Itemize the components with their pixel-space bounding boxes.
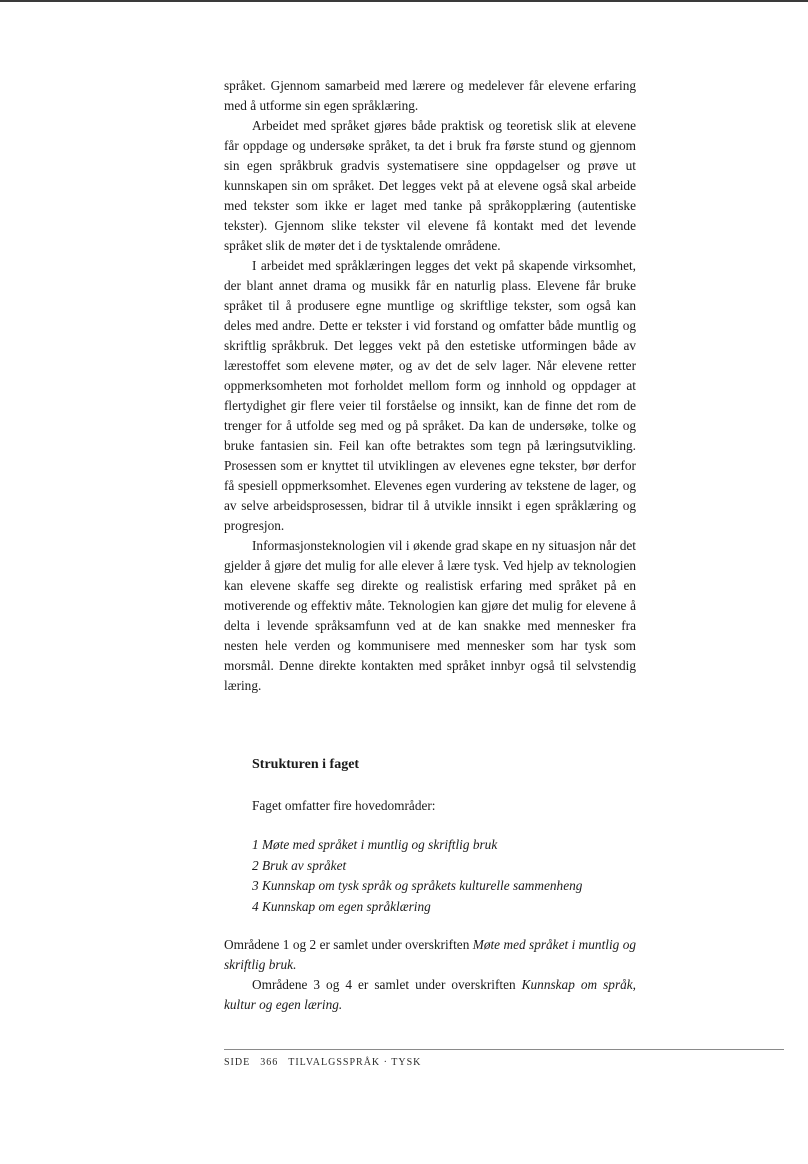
top-edge-line [0,0,808,2]
list-item: 3 Kunnskap om tysk språk og språkets kulturelle sammenheng [252,878,583,893]
body-text [224,76,636,696]
closing-paragraph [224,975,636,1015]
closing-text [224,935,636,1015]
closing-title: Kunnskap om språk, kultur og egen læring. [224,977,636,1012]
closing-paragraph [224,935,636,975]
section-intro: Faget omfatter fire hovedområder: [252,798,436,813]
main-areas-list [252,835,652,917]
closing-title: Møte med språket i muntlig og skriftlig bruk. [224,937,636,972]
list-item: 2 Bruk av språket [252,857,347,873]
paragraph-information-technology: Informasjonsteknologien vil i økende grad skape en ny situasjon når det gjelder å gjøre det mulig for alle elever å lære tysk. Ved hjelp av teknologien kan elevene skaffe seg direkte og realistisk erfaring med språket på en motiverende og effektiv måte. Teknologien kan gjøre det mulig for elevene å delta i levende språksamfunn ved at de kan snakke med mennesker fra nesten hele verden og kommunisere med mennesker som har tysk som morsmål. Denne direkte kontakten med språket innbyr også til selvstendig læring. [224,538,636,693]
footer-divider [224,1049,784,1050]
footer-side-label: SIDE [224,1057,251,1068]
list-item: 4 Kunnskap om egen språklæring [252,898,431,914]
paragraph-creative-work: I arbeidet med språklæringen legges det vekt på skapende virksomhet, der blant annet drama og musikk får en naturlig plass. Elevene får bruke språket til å produsere egne muntlige og skriftlige tekster, som også kan deles med andre. Dette er tekster i vid forstand og omfatter både muntlig og skriftlig språkbruk. Det legges vekt på den estetiske utformingen både av lærestoffet som elevene møter, og av det de selv lager. Når elevene retter oppmerksomheten mot forholdet mellom form og innhold og oppdager at flertydighet gir flere veier til forståelse og innsikt, kan de finne det rom de trenger for å utfolde seg med og på språket. Da kan de undersøke, tolke og bruke fantasien sin. Feil kan ofte betraktes som tegn på læringsutvikling. Prosessen som er knyttet til utviklingen av elevenes egne tekster, bør derfor få spesiell oppmerksomhet. Elevenes egen vurdering av tekstene de lager, og av selve arbeidsprosessen, bidrar til å utvikle innsikt i egen språklæring og progresjon. [224,258,636,533]
page-footer [224,1056,421,1070]
paragraph-continuation: språket. Gjennom samarbeid med lærere og medelever får elevene erfaring med å utforme sin egen språklæring. [224,78,636,113]
list-item: 1 Møte med språket i muntlig og skriftlig bruk [252,837,498,852]
footer-subject: TILVALGSSPRÅK · TYSK [288,1057,422,1068]
paragraph-practical-work: Arbeidet med språket gjøres både praktisk og teoretisk slik at elevene får oppdage og undersøke språket, ta det i bruk fra første stund og gjennom sin egen språkbruk gradvis systematisere sine oppdagelser og prøve ut kunnskapen sin om språket. Det legges vekt på at elevene også skal arbeide med tekster som ikke er laget med tanke på språkopplæring (autentiske tekster). Gjennom slike tekster vil elevene få kontakt med det levende språket slik de møter det i de tysktalende områdene. [224,118,636,253]
closing-lead: Områdene 1 og 2 er samlet under overskriften [224,937,473,952]
section-heading: Strukturen i faget [252,757,360,772]
footer-page-number: 366 [260,1057,279,1068]
closing-lead: Områdene 3 og 4 er samlet under overskriften [252,977,522,992]
